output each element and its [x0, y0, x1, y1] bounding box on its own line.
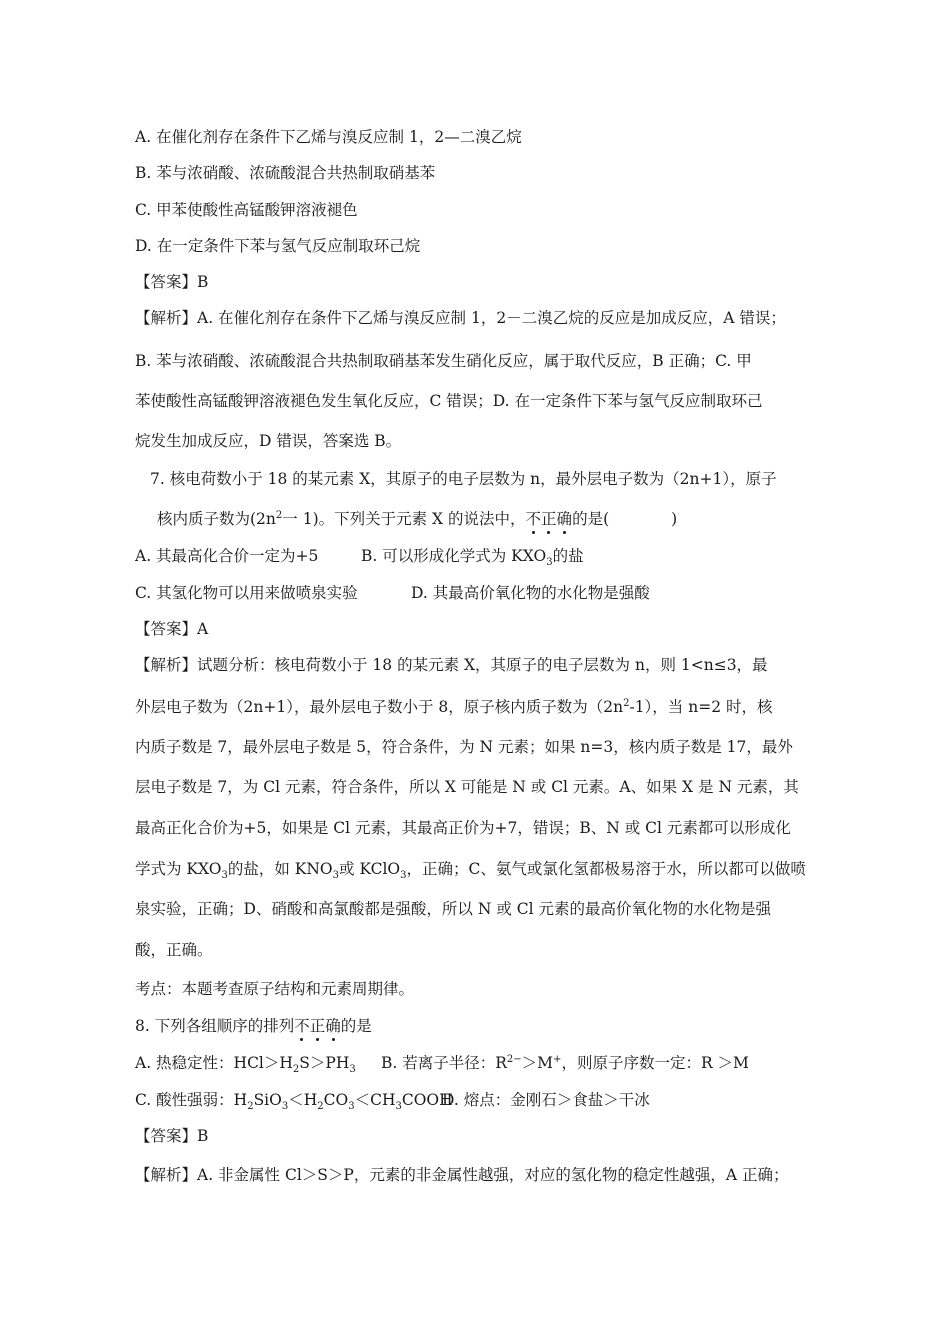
q7-analysis-line-5: 最高正化合价为+5，如果是 Cl 元素，其最高正价为+7，错误；B、N 或 Cl 元素都可以形成化: [135, 819, 791, 837]
q8-option-c: C. 酸性强弱：$H_2SiO_3<H_2CO_3<CH_3COOH$: [135, 1091, 453, 1113]
q8-options-ab: [135, 1053, 830, 1076]
q8-options-cd: [135, 1090, 830, 1113]
q7-analysis-line-2: 外层电子数为（2n+1），最外层电子数小于 8，原子核内质子数为$(2n^2-1)$，当 n=2 时，核: [135, 697, 773, 716]
q7-option-d: D. 其最高价氧化物的水化物是强酸: [411, 584, 650, 602]
q7-analysis-line-3: 内质子数是 7，最外层电子数是 5，符合条件，为 N 元素；如果 n=3，核内质子数是 17，最外: [135, 738, 793, 756]
q8-answer: 【答案】B: [135, 1127, 209, 1145]
q6-option-a: A. 在催化剂存在条件下乙烯与溴反应制 1，2—二溴乙烷: [135, 128, 522, 146]
q6-analysis-line-2: B. 苯与浓硝酸、浓硫酸混合共热制取硝基苯发生硝化反应，属于取代反应，B 正确；C. 甲: [135, 352, 752, 370]
q8-option-d: D. 熔点：金刚石＞食盐＞干冰: [442, 1091, 650, 1109]
q8-analysis-line-1: 【解析】A. 非金属性 Cl＞S＞P，元素的非金属性越强，对应的氢化物的稳定性越强，A 正确；: [135, 1166, 789, 1184]
q7-options-ab: [135, 546, 830, 569]
q7-analysis-line-7: 泉实验，正确；D、硝酸和高氯酸都是强酸，所以 N 或 Cl 元素的最高价氧化物的水化物是强: [135, 900, 772, 918]
q7-kaodian: 考点：本题考查原子结构和元素周期律。: [135, 980, 415, 998]
q6-option-d: D. 在一定条件下苯与氢气反应制取环己烷: [135, 237, 421, 255]
q6-option-c: C. 甲苯使酸性高锰酸钾溶液褪色: [135, 201, 358, 219]
emphasis-char: 正: [541, 510, 557, 528]
q7-analysis-line-6: 学式为 $KXO_3$的盐，如 $KNO_3$或 KClO$_3$，正确；C、氨气或氯化氢都极易溶于水，所以都可以做喷: [135, 860, 806, 882]
q6-analysis-line-3: 苯使酸性高锰酸钾溶液褪色发生氧化反应，C 错误；D. 在一定条件下苯与氢气反应制取环己: [135, 392, 763, 410]
q7-analysis-line-1: 【解析】试题分析：核电荷数小于 18 的某元素 X，其原子的电子层数为 n，则 1<n≤3，最: [135, 656, 768, 674]
emphasis-char: 确: [325, 1017, 341, 1035]
emphasis-char: 不: [525, 510, 542, 528]
q7-option-c: C. 其氢化物可以用来做喷泉实验: [135, 584, 358, 602]
emphasis-char: 确: [556, 510, 573, 528]
emphasis-char: 不: [294, 1017, 310, 1035]
q7-stem-line-2: 核内质子数为($2n^2$一 1)。下列关于元素 X 的说法中，不正确的是( ): [157, 509, 678, 528]
q6-option-b: B. 苯与浓硝酸、浓硫酸混合共热制取硝基苯: [135, 164, 436, 182]
q7-option-a: A. 其最高化合价一定为+5: [135, 547, 319, 565]
q7-options-cd: [135, 583, 830, 603]
q7-analysis-line-4: 层电子数是 7，为 Cl 元素，符合条件，所以 X 可能是 N 或 Cl 元素。A、如果 X 是 N 元素，其: [135, 778, 799, 796]
q8-option-b: B. 若离子半径：$R^{2-}>M^+$，则原子序数一定：R ＞M: [381, 1053, 749, 1072]
q7-option-b: B. 可以形成化学式为 $KXO_3$的盐: [361, 547, 584, 569]
q8-stem: 8. 下列各组顺序的排列不正确的是: [135, 1017, 372, 1035]
q7-analysis-line-8: 酸，正确。: [135, 941, 213, 959]
q6-analysis-line-1: 【解析】A. 在催化剂存在条件下乙烯与溴反应制 1，2－二溴乙烷的反应是加成反应，A 错误；: [135, 309, 786, 327]
emphasis-char: 正: [309, 1017, 326, 1035]
q8-option-a: A. 热稳定性：$HCl>H_2S>PH_3$: [135, 1054, 356, 1076]
q7-answer: 【答案】A: [135, 620, 209, 638]
q6-analysis-line-4: 烷发生加成反应，D 错误，答案选 B。: [135, 432, 402, 450]
q7-stem-line-1: 7. 核电荷数小于 18 的某元素 X，其原子的电子层数为 n，最外层电子数为（2n+1），原子: [150, 470, 777, 488]
q6-answer: 【答案】B: [135, 273, 209, 291]
